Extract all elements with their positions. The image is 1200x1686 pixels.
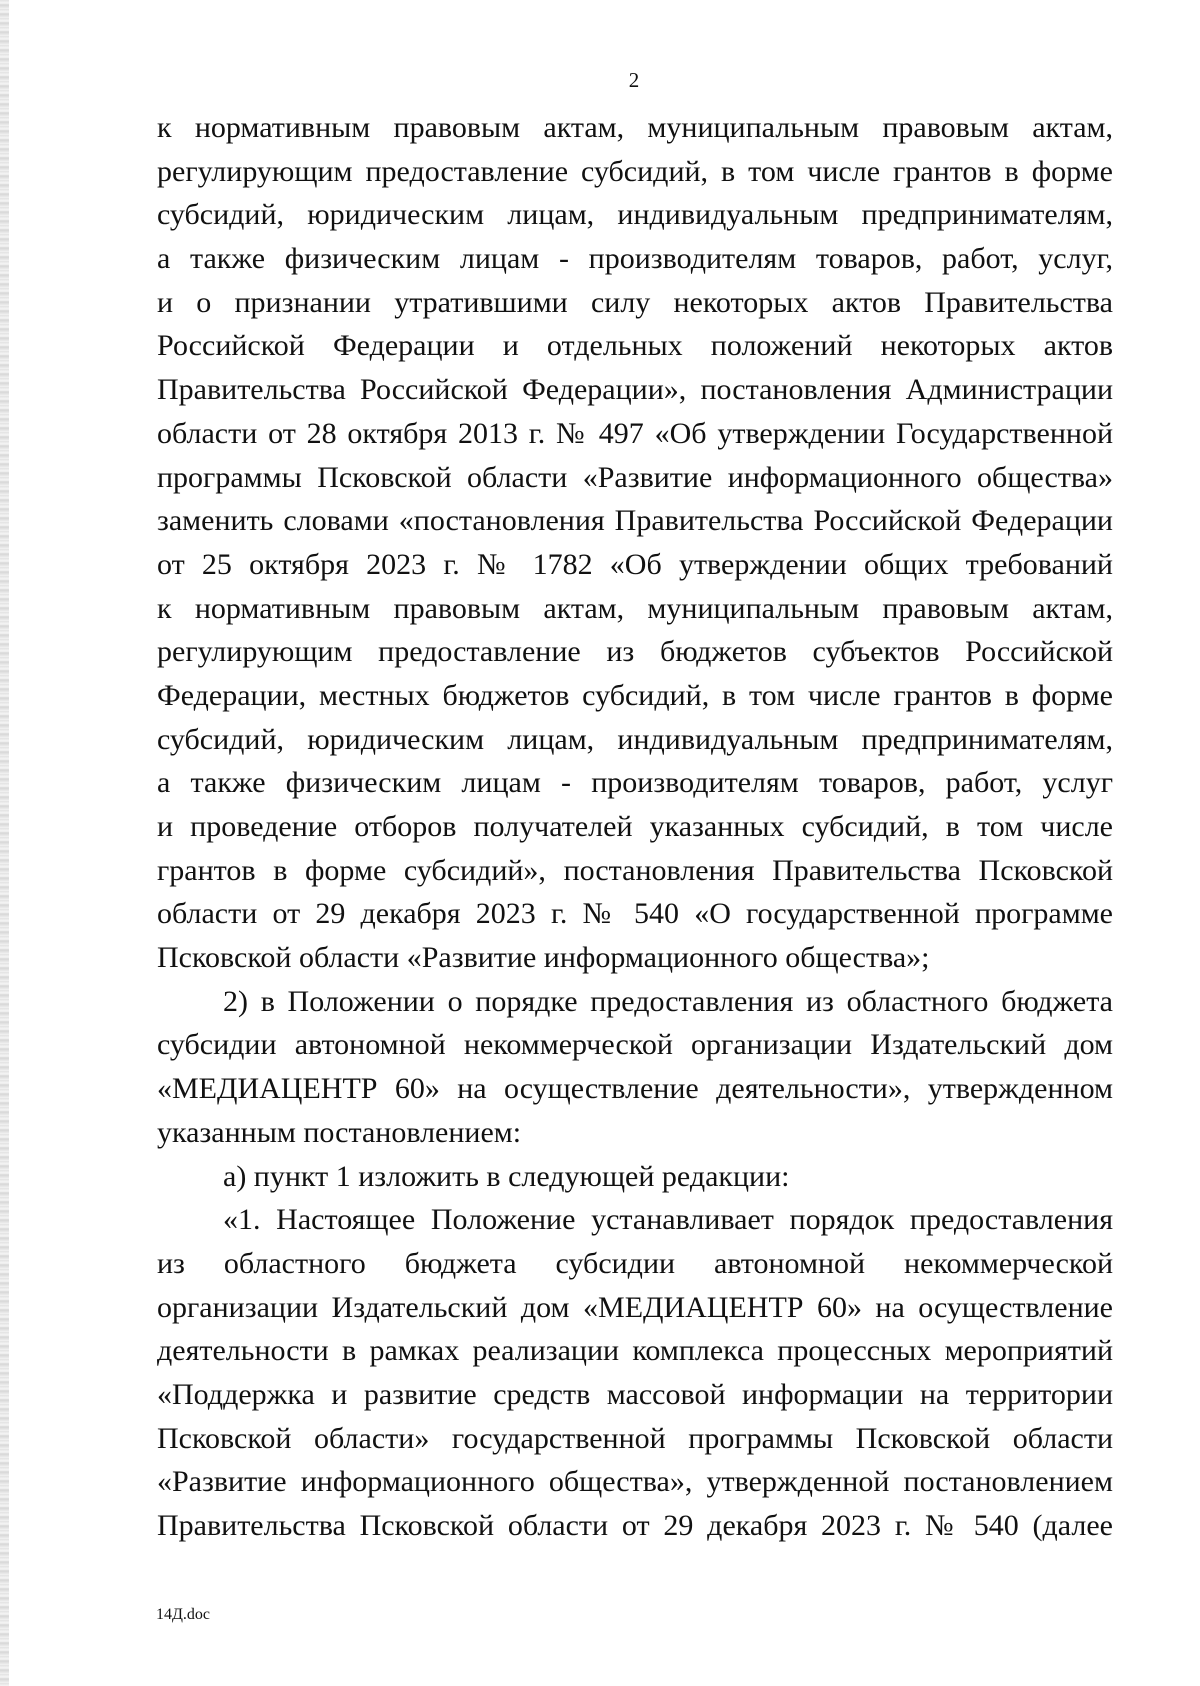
text-line: Правительства Российской Федерации», постановления Администрации	[157, 373, 1113, 407]
text-line: а) пункт 1 изложить в следующей редакции:	[223, 1159, 790, 1193]
document-body	[157, 106, 1113, 1548]
text-line: а также физическим лицам - производителям товаров, работ, услуг,	[157, 242, 1113, 276]
text-line: Псковской области» государственной программы Псковской области	[157, 1421, 1113, 1455]
text-line: Псковской области «Развитие информационного общества»;	[157, 941, 930, 975]
text-line: программы Псковской области «Развитие информационного общества»	[157, 460, 1113, 494]
text-line: Федерации, местных бюджетов субсидий, в том числе грантов в форме	[157, 678, 1113, 712]
text-line: и о признании утратившими силу некоторых актов Правительства	[157, 285, 1113, 319]
text-line: из областного бюджета субсидии автономной некоммерческой	[157, 1246, 1113, 1280]
text-line: «МЕДИАЦЕНТР 60» на осуществление деятельности», утвержденном	[157, 1072, 1113, 1106]
text-line: и проведение отборов получателей указанных субсидий, в том числе	[157, 810, 1113, 843]
text-line: указанным постановлением:	[157, 1115, 522, 1149]
text-line: деятельности в рамках реализации комплекса процессных мероприятий	[157, 1334, 1113, 1368]
scan-edge	[0, 0, 9, 1686]
text-line: Правительства Псковской области от 29 декабря 2023 г. № 540 (далее	[157, 1509, 1113, 1542]
text-line: заменить словами «постановления Правительства Российской Федерации	[157, 504, 1113, 538]
text-line: субсидий, юридическим лицам, индивидуальным предпринимателям,	[157, 722, 1113, 756]
text-line: области от 28 октября 2013 г. № 497 «Об утверждении Государственной	[157, 416, 1113, 450]
text-line: регулирующим предоставление из бюджетов субъектов Российской	[157, 635, 1113, 669]
text-line: к нормативным правовым актам, муниципальным правовым актам,	[157, 591, 1113, 625]
text-line: субсидий, юридическим лицам, индивидуальным предпринимателям,	[157, 198, 1113, 232]
text-line: от 25 октября 2023 г. № 1782 «Об утверждении общих требований	[157, 547, 1113, 581]
text-line: организации Издательский дом «МЕДИАЦЕНТР 60» на осуществление	[157, 1290, 1113, 1324]
text-line: а также физическим лицам - производителям товаров, работ, услуг	[157, 766, 1113, 800]
text-line: Российской Федерации и отдельных положений некоторых актов	[157, 329, 1113, 363]
text-line: области от 29 декабря 2023 г. № 540 «О государственной программе	[157, 897, 1113, 931]
text-line: «1. Настоящее Положение устанавливает порядок предоставления	[223, 1203, 1113, 1237]
text-line: к нормативным правовым актам, муниципальным правовым актам,	[157, 111, 1113, 144]
text-line: 2) в Положении о порядке предоставления из областного бюджета	[223, 984, 1113, 1018]
text-line: «Поддержка и развитие средств массовой информации на территории	[157, 1377, 1113, 1411]
footer-file-label: 14Д.doc	[156, 1606, 211, 1623]
text-line: субсидии автономной некоммерческой организации Издательский дом	[157, 1028, 1113, 1062]
text-line: «Развитие информационного общества», утвержденной постановлением	[157, 1465, 1113, 1499]
text-line: грантов в форме субсидий», постановления Правительства Псковской	[157, 853, 1113, 887]
text-line: регулирующим предоставление субсидий, в том числе грантов в форме	[157, 154, 1113, 188]
page-number: 2	[628, 68, 640, 92]
